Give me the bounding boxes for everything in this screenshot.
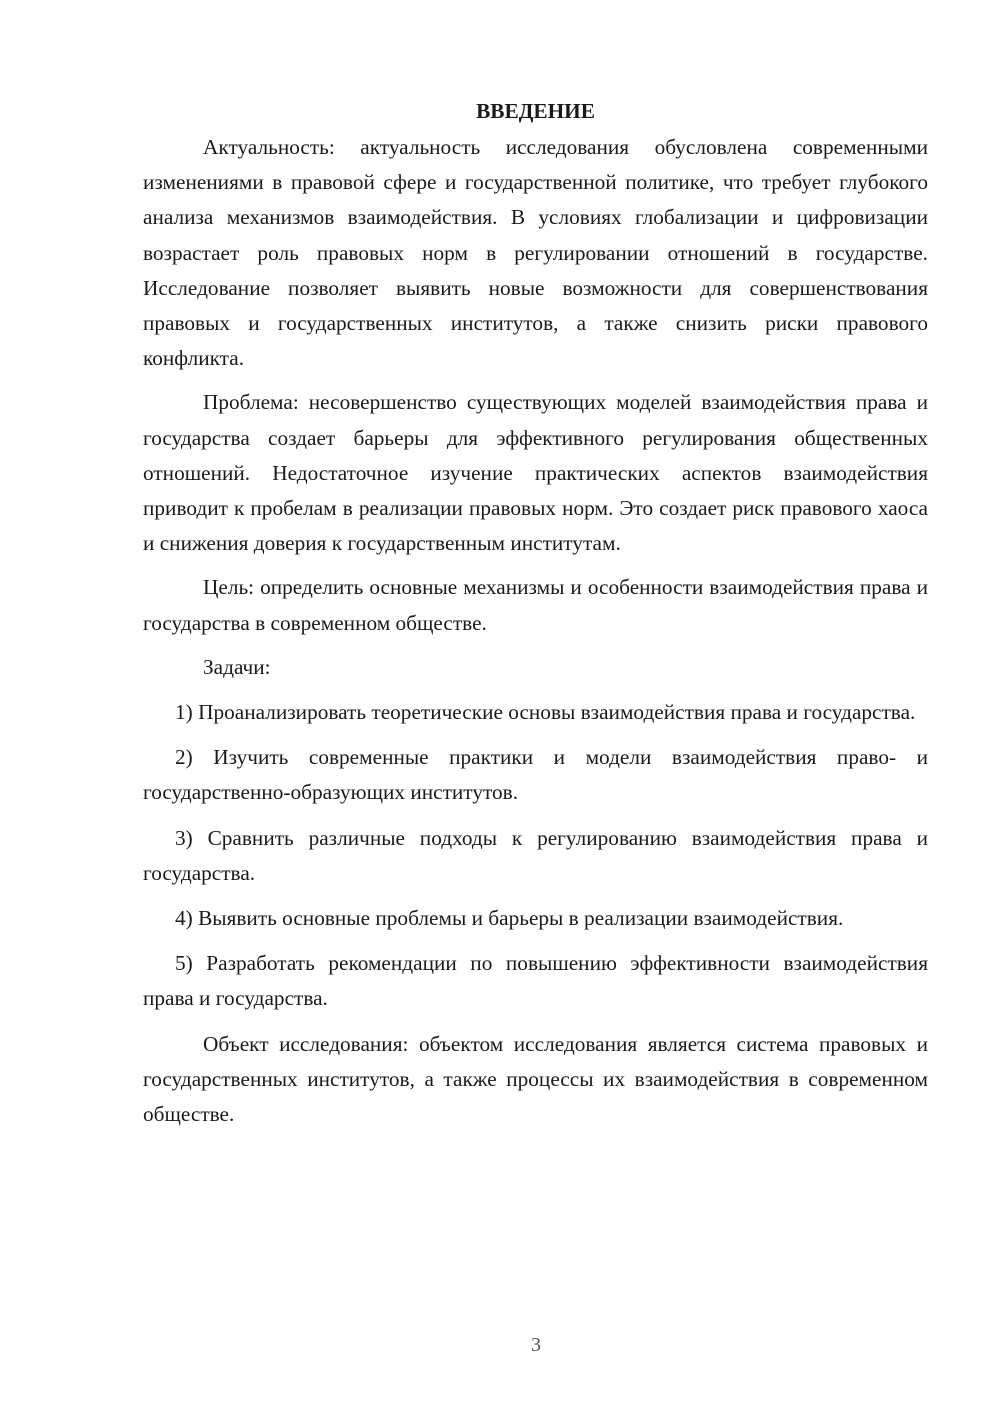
task-item: 5) Разработать рекомендации по повышению эффективности взаимодействия права и государства. <box>143 951 928 1011</box>
object-paragraph: Объект исследования: объектом исследования является система правовых и государственных институтов, а также процессы их взаимодействия в современном обществе. <box>143 1031 928 1127</box>
task-item: 3) Сравнить различные подходы к регулированию взаимодействия права и государства. <box>143 825 928 885</box>
page-title: ВВЕДЕНИЕ <box>476 99 595 123</box>
task-item: 2) Изучить современные практики и модели взаимодействия право- и государственно-образующих институтов. <box>143 745 928 805</box>
page-number: 3 <box>531 1334 541 1356</box>
task-item: 4) Выявить основные проблемы и барьеры в реализации взаимодействия. <box>175 906 844 931</box>
tasks-heading: Задачи: <box>203 654 271 679</box>
page-content <box>143 92 928 1132</box>
task-item: 1) Проанализировать теоретические основы взаимодействия права и государства. <box>175 700 916 725</box>
relevance-paragraph: Актуальность: актуальность исследования обусловлена современными изменениями в правовой сфере и государственной политике, что требует глубокого анализа механизмов взаимодействия. В условиях глобализации и цифровизации возрастает роль правовых норм в регулировании отношений в государстве. Исследование позволяет выявить новые возможности для совершенствования правовых и государственных институтов, а также снизить риски правового конфликта. <box>143 135 928 371</box>
problem-paragraph: Проблема: несовершенство существующих моделей взаимодействия права и государства создает барьеры для эффективного регулирования общественных отношений. Недостаточное изучение практических аспектов взаимодействия приводит к пробелам в реализации правовых норм. Это создает риск правового хаоса и снижения доверия к государственным институтам. <box>143 390 928 556</box>
goal-paragraph: Цель: определить основные механизмы и особенности взаимодействия права и государства в современном обществе. <box>143 575 928 635</box>
